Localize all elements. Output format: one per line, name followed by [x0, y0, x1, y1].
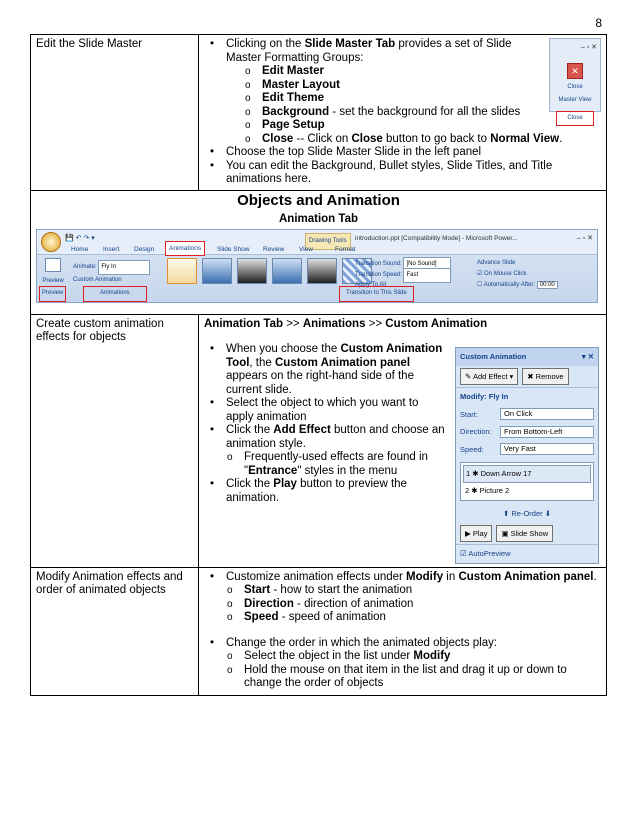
tab-animations[interactable]: Animations [165, 241, 205, 257]
ribbon-titlebar [37, 230, 597, 255]
add-effect-button[interactable]: ✎ Add Effect ▾ [460, 368, 518, 386]
list-item: • Clicking on the Slide Master Tab provides a set of Slide Master Formatting Groups: o Edit Master o Master Layout o Edit Theme o Background - set the background for all the slides o Page Setup o Close -- Click on Close button to go back to Normal View. [226, 38, 601, 146]
transition-thumbnail[interactable] [167, 258, 197, 284]
mini-close-label: Close [567, 83, 583, 90]
tab-home[interactable]: Home [71, 245, 89, 253]
mini-master-view-label: Master View [558, 97, 592, 103]
section-title: Objects and Animation [237, 191, 400, 209]
direction-field[interactable]: Direction: From Bottom-Left [456, 423, 598, 441]
row-label: Edit the Slide Master [31, 35, 199, 191]
list-item: o Frequently-used effects are found in "Entrance" styles in the menu [244, 451, 601, 478]
slide-show-button[interactable]: ▣ Slide Show [496, 525, 553, 543]
row-content [199, 567, 607, 695]
tab-insert[interactable]: Insert [103, 245, 120, 253]
speed-field[interactable]: Speed: Very Fast [456, 441, 598, 459]
drawing-tools-label: Drawing Tools [305, 233, 351, 251]
remove-button[interactable]: ✖ Remove [522, 368, 568, 386]
list-item: • Click the Play button to preview the animation. [226, 478, 601, 505]
modify-label: Modify: Fly In [456, 387, 598, 406]
list-item: o Background - set the background for all the slides [262, 106, 601, 120]
apply-to-all-button[interactable]: Apply To All [355, 281, 386, 288]
group-transition-label: Transition to This Slide [339, 286, 414, 302]
row-content [199, 35, 607, 191]
auto-after-checkbox[interactable]: ☐ Automatically After: 00:00 [477, 279, 558, 293]
list-item: • Customize animation effects under Modify in Custom Animation panel. o Start - how to start the animation o Direction - direction of animation o Speed - speed of animation [226, 571, 601, 625]
list-item: o Close -- Click on Close button to go back to Normal View. [262, 133, 601, 147]
transition-sound-control[interactable]: Transition Sound: [No Sound] [355, 257, 451, 273]
close-icon: ✕ [567, 63, 583, 79]
row-label: Modify Animation effects and order of animated objects [31, 567, 199, 695]
tab-format[interactable]: Format [335, 245, 356, 253]
breadcrumb: Animation Tab >> Animations >> Custom Animation [204, 317, 488, 330]
preview-button[interactable]: Preview [41, 258, 65, 289]
page-number: 8 [595, 16, 602, 30]
list-item: o Page Setup [262, 119, 601, 133]
row-content [199, 314, 607, 567]
list-item: • When you choose the Custom Animation Tool, the Custom Animation panel appears on the right-hand side of the current slide. [226, 343, 601, 397]
content-table [30, 34, 607, 696]
list-item: • Choose the top Slide Master Slide in the left panel [226, 146, 601, 160]
animate-control[interactable]: Animate: Fly In [73, 260, 150, 276]
list-item: o Edit Theme [262, 92, 601, 106]
custom-animation-button[interactable]: Custom Animation [73, 276, 122, 283]
section-subtitle: Animation Tab [278, 213, 358, 225]
preview-icon [45, 258, 61, 272]
list-item: o Edit Master [262, 65, 601, 79]
list-item: o Hold the mouse on that item in the list and drag it up or down to change the order of objects [244, 664, 601, 691]
list-item: o Direction - direction of animation [244, 598, 601, 612]
pane-header: Custom Animation ▾ ✕ [456, 348, 598, 366]
on-mouse-click-checkbox[interactable]: ☑ On Mouse Click [477, 270, 527, 277]
section-cell [31, 190, 607, 314]
row-label: Create custom animation effects for objects [31, 314, 199, 567]
window-title: introduction.ppt [Compatibility Mode] - Microsoft Power... [355, 234, 518, 242]
group-preview-label: Preview [39, 286, 66, 302]
group-animations-label: Animations [83, 286, 147, 302]
mini-close-group-label: Close [556, 111, 594, 127]
window-controls-icon[interactable]: – ▫ ✕ [576, 234, 593, 242]
start-field[interactable]: Start: On Click [456, 406, 598, 424]
table-row [31, 35, 607, 191]
list-item: o Select the object in the list under Modify [244, 650, 601, 664]
office-button-icon[interactable] [41, 232, 61, 252]
table-row [31, 567, 607, 695]
close-icon[interactable]: ▾ ✕ [581, 352, 594, 361]
transition-thumbnail[interactable] [202, 258, 232, 284]
tab-view[interactable]: View [299, 245, 313, 253]
transition-thumbnail[interactable] [237, 258, 267, 284]
table-row [31, 314, 607, 567]
list-item: o Start - how to start the animation [244, 584, 601, 598]
quick-access-icon[interactable]: 💾 ↶ ↷ ▾ [65, 234, 95, 242]
tab-review[interactable]: Review [263, 245, 285, 253]
list-item: • Change the order in which the animated objects play: o Select the object in the list under Modify o Hold the mouse on that item in the list and drag it up or down to change the order of objects [226, 637, 601, 691]
play-button[interactable]: ▶ Play [460, 525, 492, 543]
window-controls-icon: – ▫ ✕ [580, 44, 597, 51]
table-row [31, 190, 607, 314]
animation-ribbon [36, 229, 598, 303]
list-item: o Speed - speed of animation [244, 611, 601, 625]
transition-thumbnail[interactable] [307, 258, 337, 284]
tab-design[interactable]: Design [134, 245, 155, 253]
tab-slide-show[interactable]: Slide Show [217, 245, 250, 253]
transition-gallery[interactable] [167, 258, 372, 284]
list-item: • Click the Add Effect button and choose an animation style. o Frequently-used effects are found in "Entrance" styles in the menu [226, 424, 601, 478]
play-controls [456, 523, 598, 545]
list-item: • You can edit the Background, Bullet styles, Slide Titles, and Title animations here. [226, 160, 601, 187]
transition-speed-control[interactable]: Transition Speed: Fast [355, 268, 451, 284]
list-item: • Select the object to which you want to apply animation [226, 397, 601, 424]
list-item: o Master Layout [262, 79, 601, 93]
autopreview-checkbox[interactable]: ☑ AutoPreview [456, 544, 598, 563]
reorder-control[interactable]: ⬆ Re-Order ⬇ [502, 509, 551, 518]
list-item[interactable]: 1 ✱ Down Arrow 17 [463, 465, 591, 483]
list-item[interactable]: 2 ✱ Picture 2 [465, 485, 510, 495]
advance-slide-label: Advance Slide [477, 259, 516, 266]
transition-thumbnail[interactable] [272, 258, 302, 284]
